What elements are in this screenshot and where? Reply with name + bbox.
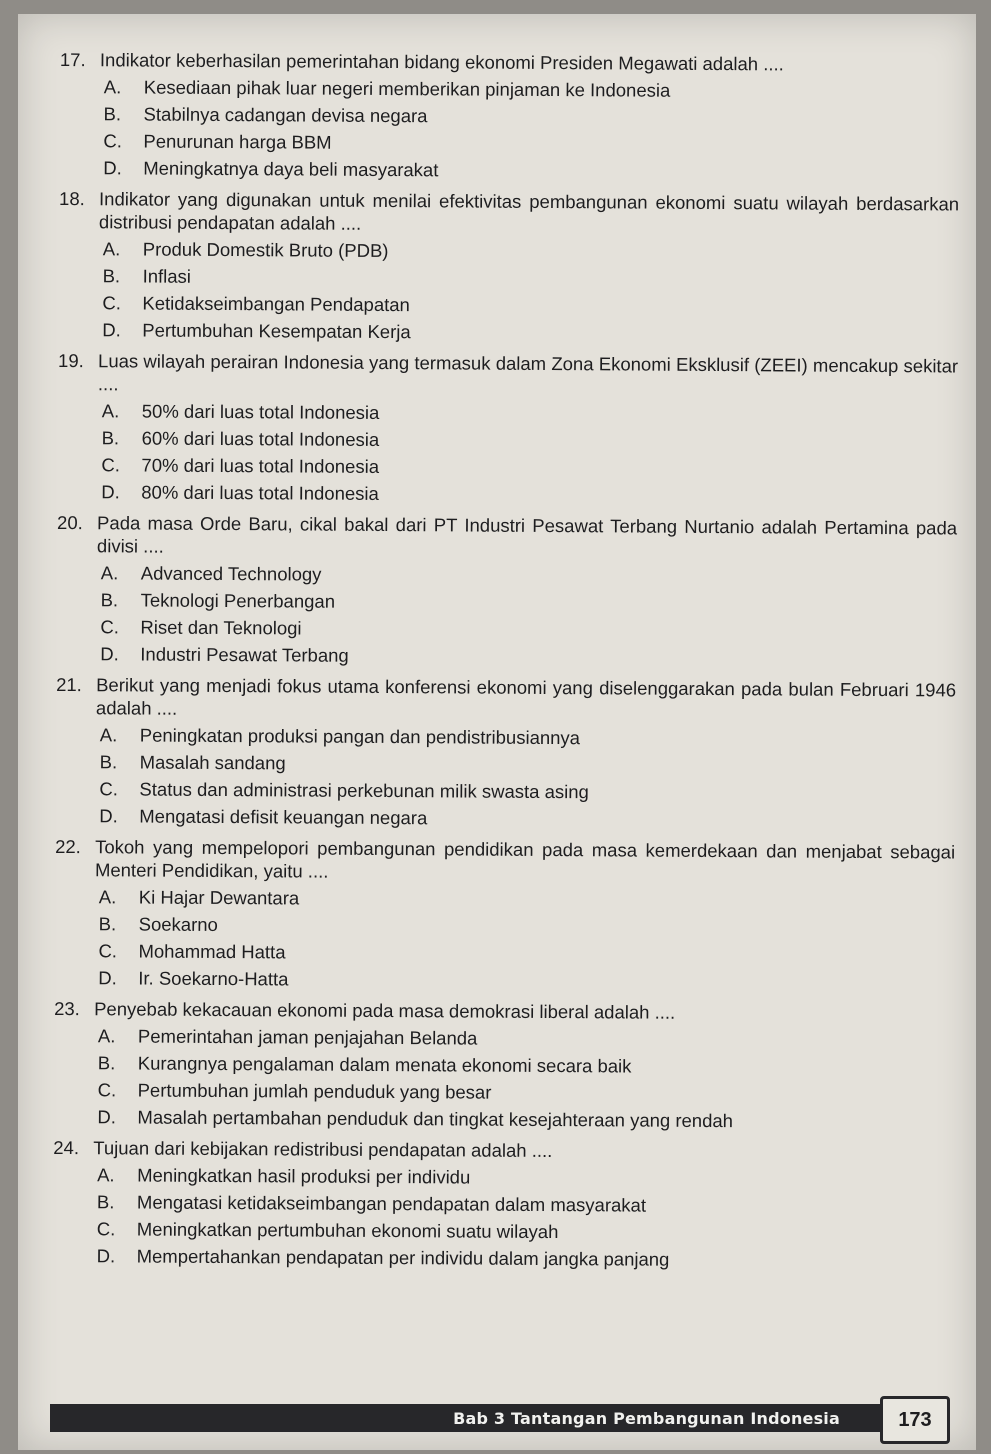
option-letter: B. bbox=[103, 103, 122, 125]
page-number: 173 bbox=[898, 1408, 932, 1431]
option-text: Pertumbuhan Kesempatan Kerja bbox=[142, 319, 411, 343]
option-letter: C. bbox=[103, 130, 122, 152]
option-text: Mengatasi defisit keuangan negara bbox=[139, 805, 428, 829]
option-text: 80% dari luas total Indonesia bbox=[141, 481, 379, 504]
question-stem bbox=[59, 187, 959, 238]
option-text: Industri Pesawat Terbang bbox=[140, 643, 349, 666]
answer-option bbox=[103, 235, 959, 267]
question-item bbox=[58, 187, 959, 348]
question-text: Pada masa Orde Baru, cikal bakal dari PT Industri Pesawat Terbang Nurtanio adalah Pertamina pada divisi .... bbox=[96, 512, 958, 557]
option-letter: B. bbox=[98, 913, 117, 935]
question-stem bbox=[55, 835, 955, 886]
option-text: Mempertahankan pendapatan per individu dalam jangka panjang bbox=[136, 1245, 670, 1270]
answer-option bbox=[98, 964, 954, 996]
option-letter: D. bbox=[96, 1245, 116, 1267]
option-text: Mengatasi ketidakseimbangan pendapatan dalam masyarakat bbox=[136, 1191, 647, 1216]
question-stem bbox=[56, 673, 956, 724]
question-stem bbox=[58, 349, 958, 400]
option-letter: B. bbox=[97, 1052, 116, 1074]
question-text: Tujuan dari kebijakan redistribusi pendapatan adalah .... bbox=[93, 1137, 553, 1162]
answer-options bbox=[101, 397, 958, 510]
question-number: 21. bbox=[56, 673, 82, 696]
option-letter: A. bbox=[101, 400, 120, 422]
option-text: Meningkatkan pertumbuhan ekonomi suatu wilayah bbox=[136, 1218, 559, 1243]
option-letter: B. bbox=[99, 751, 118, 773]
option-letter: C. bbox=[102, 292, 122, 314]
option-text: Masalah pertambahan penduduk dan tingkat kesejahteraan yang rendah bbox=[137, 1106, 734, 1132]
option-letter: A. bbox=[98, 886, 117, 908]
option-letter: A. bbox=[100, 562, 119, 584]
option-letter: D. bbox=[102, 319, 121, 341]
question-item bbox=[53, 997, 954, 1135]
option-letter: A. bbox=[97, 1025, 116, 1047]
question-item bbox=[53, 1136, 954, 1274]
option-text: Ketidakseimbangan Pendapatan bbox=[142, 292, 410, 316]
answer-options bbox=[97, 1161, 954, 1274]
answer-options bbox=[99, 721, 956, 834]
option-text: Kurangnya pengalaman dalam menata ekonomi secara baik bbox=[137, 1052, 632, 1077]
option-text: Soekarno bbox=[138, 913, 218, 935]
question-number: 20. bbox=[57, 511, 83, 534]
option-letter: C. bbox=[100, 616, 120, 638]
question-stem bbox=[57, 511, 957, 562]
option-text: Meningkatnya daya beli masyarakat bbox=[143, 157, 439, 181]
option-text: Kesediaan pihak luar negeri memberikan pinjaman ke Indonesia bbox=[143, 76, 671, 101]
question-text: Berikut yang menjadi fokus utama konferensi ekonomi yang diselenggarakan pada bulan Februari 1946 adalah .... bbox=[95, 674, 957, 719]
option-text: Status dan administrasi perkebunan milik swasta asing bbox=[139, 778, 589, 803]
page-number-badge bbox=[880, 1396, 950, 1444]
question-item bbox=[54, 835, 955, 996]
option-letter: B. bbox=[100, 589, 119, 611]
answer-option bbox=[102, 316, 958, 348]
option-letter: A. bbox=[103, 76, 122, 98]
option-letter: C. bbox=[97, 1079, 117, 1101]
answer-options bbox=[103, 73, 960, 186]
option-text: 50% dari luas total Indonesia bbox=[141, 400, 380, 423]
option-letter: A. bbox=[99, 724, 118, 746]
option-text: Produk Domestik Bruto (PDB) bbox=[142, 238, 389, 262]
option-text: Meningkatkan hasil produksi per individu bbox=[137, 1164, 471, 1188]
option-letter: C. bbox=[98, 940, 118, 962]
question-item bbox=[56, 511, 957, 672]
option-text: Inflasi bbox=[142, 265, 192, 287]
option-text: Penurunan harga BBM bbox=[143, 130, 332, 153]
option-text: Stabilnya cadangan devisa negara bbox=[143, 103, 428, 127]
question-stem bbox=[60, 48, 960, 76]
question-text: Tokoh yang mempelopori pembangunan pendidikan pada masa kemerdekaan dan menjabat sebagai Menteri Pendidikan, yaitu .... bbox=[94, 836, 956, 882]
option-text: 60% dari luas total Indonesia bbox=[141, 427, 380, 450]
book-page bbox=[18, 14, 976, 1450]
answer-option bbox=[99, 883, 955, 915]
question-item bbox=[55, 673, 956, 834]
option-text: Pemerintahan jaman penjajahan Belanda bbox=[137, 1025, 478, 1049]
question-stem bbox=[54, 997, 954, 1025]
chapter-footer-bar bbox=[50, 1404, 930, 1432]
question-number: 23. bbox=[54, 997, 80, 1020]
answer-options bbox=[97, 1022, 954, 1135]
option-letter: D. bbox=[98, 967, 117, 989]
option-text: Ki Hajar Dewantara bbox=[138, 886, 300, 909]
answer-option bbox=[103, 154, 959, 186]
answer-option bbox=[97, 1242, 953, 1274]
option-letter: D. bbox=[103, 157, 122, 179]
option-text: Ir. Soekarno-Hatta bbox=[138, 967, 289, 990]
answer-option bbox=[101, 478, 957, 510]
option-text: Pertumbuhan jumlah penduduk yang besar bbox=[137, 1079, 492, 1103]
option-letter: B. bbox=[101, 427, 120, 449]
option-text: Peningkatan produksi pangan dan pendistribusiannya bbox=[139, 724, 581, 749]
chapter-title: Bab 3 Tantangan Pembangunan Indonesia bbox=[453, 1408, 840, 1428]
option-letter: A. bbox=[102, 238, 121, 260]
answer-options bbox=[102, 235, 959, 348]
question-stem bbox=[53, 1136, 953, 1164]
question-text: Penyebab kekacauan ekonomi pada masa demokrasi liberal adalah .... bbox=[94, 998, 676, 1023]
option-letter: C. bbox=[101, 454, 121, 476]
answer-options bbox=[98, 883, 955, 996]
question-text: Indikator keberhasilan pemerintahan bidang ekonomi Presiden Megawati adalah .... bbox=[99, 49, 784, 75]
option-letter: D. bbox=[99, 805, 118, 827]
option-text: 70% dari luas total Indonesia bbox=[141, 454, 380, 477]
question-number: 18. bbox=[59, 187, 85, 210]
question-list bbox=[53, 48, 960, 1280]
option-text: Advanced Technology bbox=[140, 562, 322, 585]
answer-option bbox=[97, 1103, 953, 1135]
option-letter: B. bbox=[96, 1191, 115, 1213]
answer-options bbox=[100, 559, 957, 672]
option-text: Riset dan Teknologi bbox=[140, 616, 302, 639]
question-number: 24. bbox=[53, 1136, 80, 1159]
question-item bbox=[57, 349, 958, 510]
option-text: Mohammad Hatta bbox=[138, 940, 286, 963]
option-letter: A. bbox=[97, 1164, 115, 1186]
option-text: Teknologi Penerbangan bbox=[140, 589, 336, 612]
answer-option bbox=[100, 640, 956, 672]
answer-option bbox=[99, 802, 955, 834]
option-letter: D. bbox=[100, 643, 119, 665]
question-item bbox=[59, 48, 960, 186]
option-letter: C. bbox=[96, 1218, 116, 1240]
option-letter: D. bbox=[101, 481, 120, 503]
option-letter: C. bbox=[99, 778, 119, 800]
option-text: Masalah sandang bbox=[139, 751, 286, 774]
question-number: 22. bbox=[55, 835, 81, 858]
option-letter: B. bbox=[102, 265, 121, 287]
question-text: Indikator yang digunakan untuk menilai efektivitas pembangunan ekonomi suatu wilayah berdasarkan distribusi pendapatan adalah .... bbox=[98, 188, 960, 234]
question-number: 17. bbox=[59, 48, 86, 71]
option-letter: D. bbox=[97, 1106, 117, 1128]
question-number: 19. bbox=[58, 349, 84, 372]
question-text: Luas wilayah perairan Indonesia yang termasuk dalam Zona Ekonomi Eksklusif (ZEEI) mencakup sekitar .... bbox=[97, 350, 959, 395]
